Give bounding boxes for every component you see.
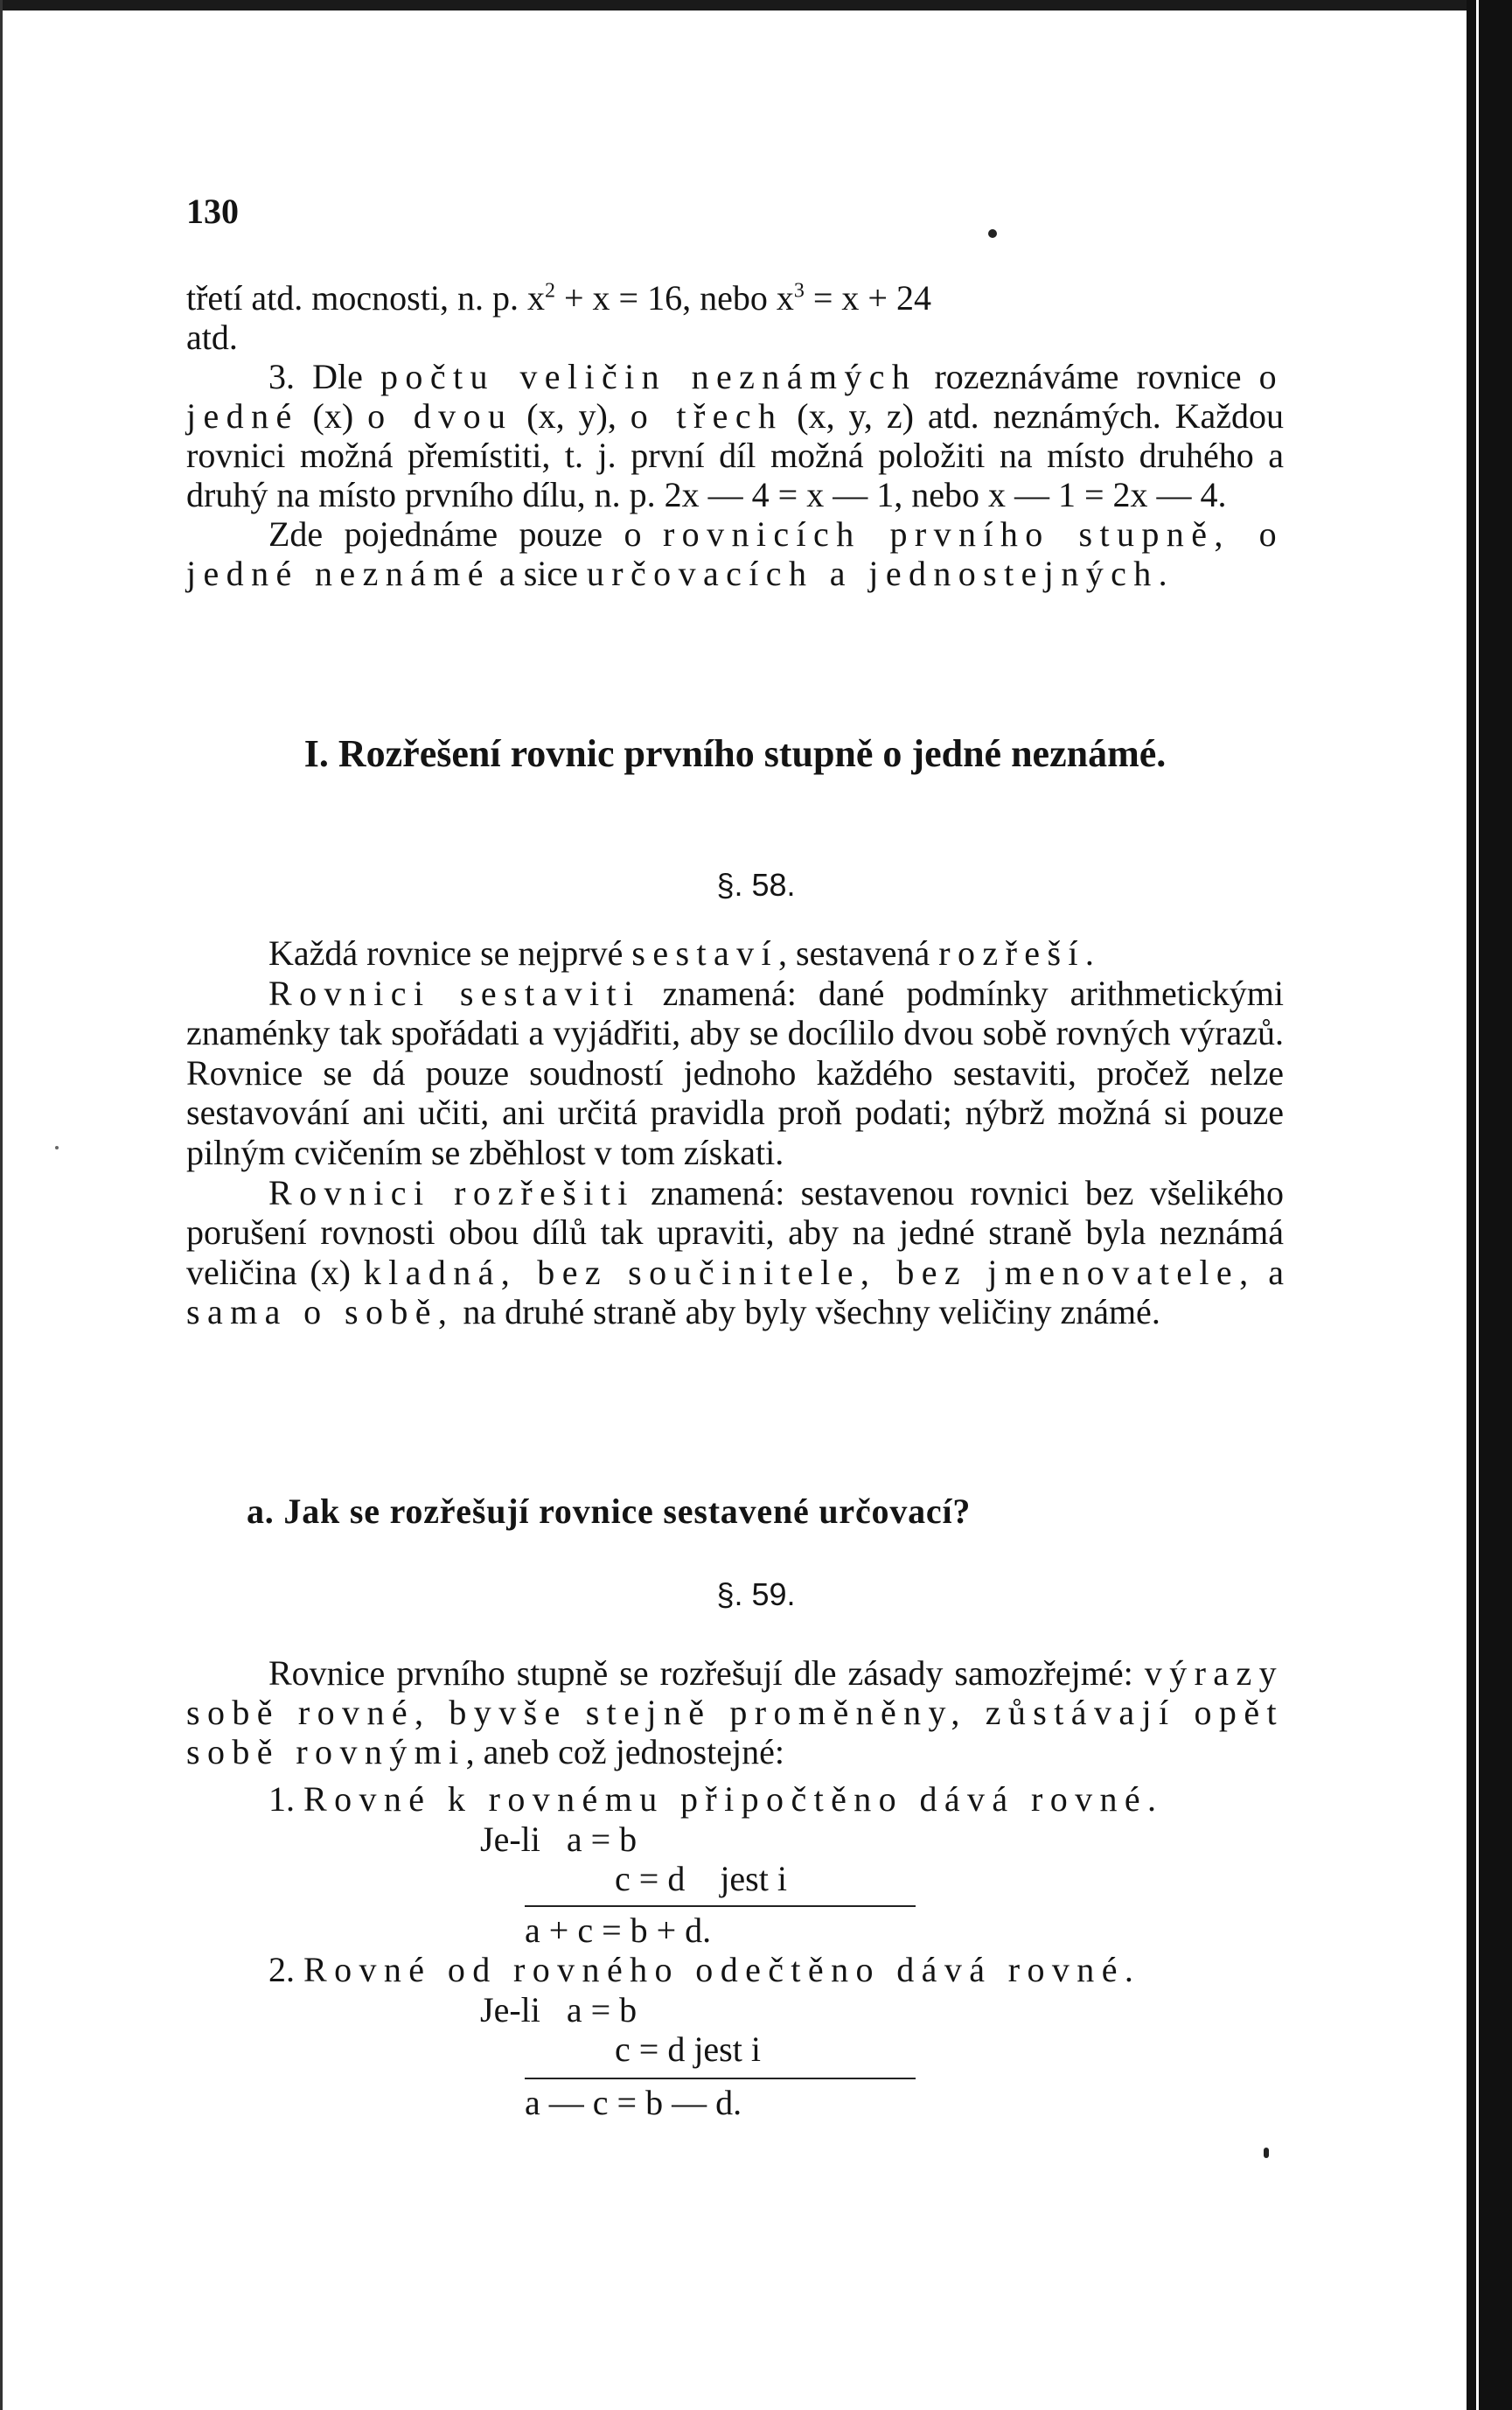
math-line: a — c = b — d. (525, 2083, 742, 2122)
section-59-text (186, 1653, 1284, 1771)
section-58-text (186, 933, 1284, 1332)
scan-right-edge-line (1476, 0, 1479, 2410)
paragraph-3: 3. Dle počtu veličin neznámých rozeznáváme rovnice o jedné (x) o dvou (x, y), o třech (x, y, z) atd. neznámých. Každou rovnici možná přemístiti, t. j. první díl možná položiti na místo druhého a druhý na místo prvního dílu, n. p. 2x — 4 = x — 1, nebo x — 1 = 2x — 4. (186, 357, 1285, 514)
paragraph: Rovnici rozřešiti znamená: sestavenou rovnici bez všelikého porušení rovnosti obou dílů tak upraviti, aby na jedné straně byla neznámá veličina (x) kladná, bez součinitele, bez jmenovatele, a sama o sobě, na druhé straně aby byly všechny veličiny známé. (186, 1172, 1285, 1332)
rule-2: 2. Rovné od rovného odečtěno dává rovné. (268, 1950, 1141, 1989)
ink-speck (1264, 2148, 1269, 2158)
continuation-line: třetí atd. mocnosti, n. p. $x^2 + x = 16$, nebo $x^3 = x + 24$ (186, 278, 931, 318)
scan-right-edge (1467, 0, 1512, 2410)
paragraph: Rovnice prvního stupně se rozřešují dle zásady samozřejmé: výrazy sobě rovné, byvše stejně proměněny, zůstávají opět sobě rovnými, aneb což jednostejné: (186, 1653, 1284, 1771)
math-line: Je-li a = b (480, 1990, 638, 2029)
math-line: Je-li a = b (480, 1820, 638, 1859)
math-line: a + c = b + d. (525, 1911, 712, 1950)
continuation-line-end: atd. (186, 318, 238, 357)
paragraph: Každá rovnice se nejprvé sestaví, sestavená rozřeší. (268, 933, 1102, 973)
subsection-heading: a. Jak se rozřešují rovnice sestavené určovací? (247, 1491, 972, 1531)
ink-speck (988, 229, 997, 238)
math-line: c = d jest i (615, 1859, 787, 1898)
section-heading: I. Rozřešení rovnic prvního stupně o jedné neznámé. (303, 732, 1167, 775)
paragraph-scope: Zde pojednáme pouze o rovnicích prvního stupně, o jedné neznámé a sice určovacích a jednostejných. (186, 514, 1284, 593)
ink-speck (55, 1146, 59, 1149)
scan-left-edge (0, 0, 3, 2410)
paragraph: Rovnici sestaviti znamená: dané podmínky arithmetickými znaménky tak spořádati a vyjádřiti, aby se docílilo dvou sobě rovných výrazů. Rovnice se dá pouze soudností jednoho každého sestaviti, pročež nelze sestavování ani učiti, ani určitá pravidla proň podati; nýbrž možná si pouze pilným cvičením se zběhlost v tom získati. (186, 973, 1284, 1172)
paragraph-number-59: §. 59. (716, 1576, 796, 1612)
intro-text-block (186, 278, 1284, 593)
difference-rule (525, 2078, 916, 2079)
page-number: 130 (186, 192, 239, 231)
sum-rule (525, 1905, 916, 1907)
paragraph-number-58: §. 58. (716, 867, 796, 903)
rule-1: 1. Rovné k rovnému připočtěno dává rovné. (268, 1779, 1164, 1819)
scan-top-edge (0, 0, 1512, 10)
math-line: c = d jest i (615, 2029, 761, 2069)
